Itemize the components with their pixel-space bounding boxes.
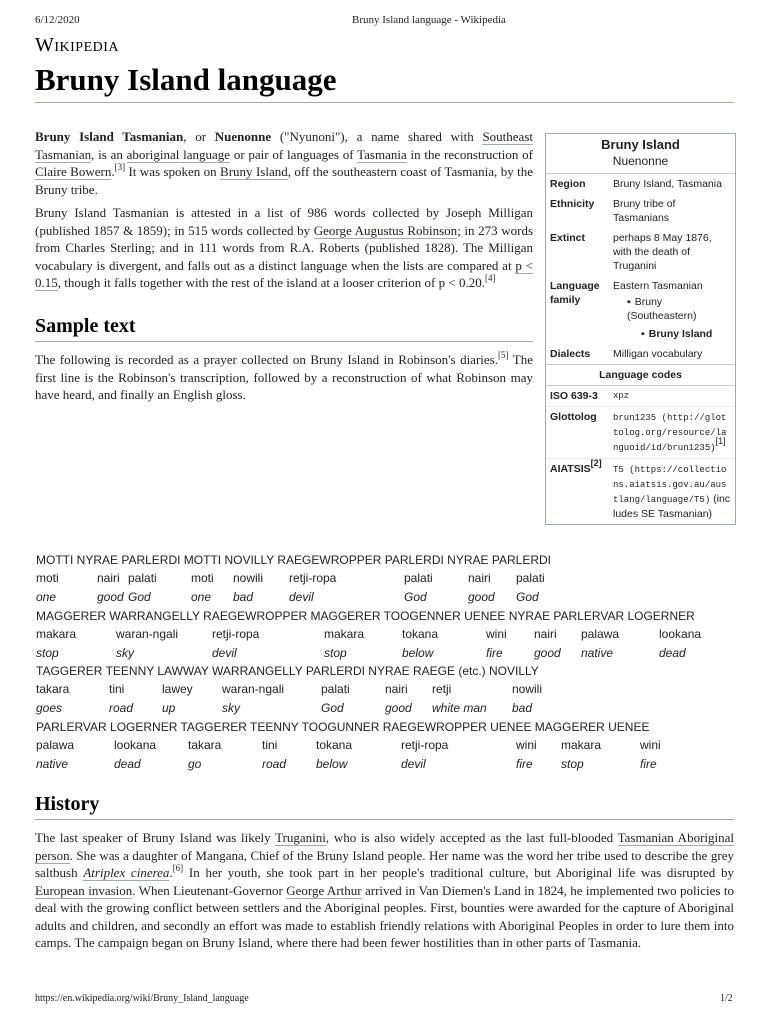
reconstruction-word: moti bbox=[36, 571, 59, 585]
reconstruction-word: moti bbox=[191, 571, 214, 585]
english-gloss-word: one bbox=[191, 590, 212, 604]
infobox-row-dialects bbox=[546, 344, 735, 364]
reference-1[interactable]: [1] bbox=[715, 436, 726, 446]
print-date: 6/12/2020 bbox=[35, 14, 80, 26]
text: or pair of languages of bbox=[230, 146, 358, 162]
section-divider bbox=[35, 341, 533, 342]
english-gloss-word: sky bbox=[222, 701, 240, 715]
link-tasmania[interactable]: Tasmania bbox=[357, 146, 407, 162]
english-gloss-word: up bbox=[162, 701, 176, 715]
english-gloss-word: devil bbox=[212, 645, 237, 660]
section-heading-history: History bbox=[35, 793, 100, 815]
reconstruction-word: palati bbox=[128, 571, 157, 585]
family-root[interactable]: Eastern Tasmanian bbox=[613, 280, 703, 292]
reconstruction-word: waran-ngali bbox=[222, 682, 285, 696]
intro-paragraph-2 bbox=[35, 204, 533, 292]
history-paragraph bbox=[35, 829, 734, 952]
link-george-arthur[interactable]: George Arthur bbox=[286, 882, 362, 898]
text: ("Nyunoni"), a name shared with bbox=[271, 129, 483, 144]
robinson-transcription: MOTTI NYRAE PARLERDI MOTTI NOVILLY RAEGEWROPPER PARLERDI NYRAE PARLERDI bbox=[36, 553, 551, 567]
infobox-value: perhaps 8 May 1876, with the death of Truganini bbox=[613, 232, 712, 272]
infobox-section-language-codes: Language codes bbox=[546, 364, 735, 386]
reconstruction-word: takara bbox=[36, 682, 70, 696]
infobox-key-label: AIATSIS bbox=[550, 463, 591, 475]
reconstruction-word: takara bbox=[188, 737, 222, 752]
family-subtree bbox=[641, 327, 731, 341]
text: It was spoken on bbox=[125, 164, 221, 179]
sample-prayer-gloss bbox=[36, 553, 736, 775]
text: in the reconstruction of bbox=[406, 146, 533, 162]
english-gloss-word: dead bbox=[114, 756, 141, 771]
reconstruction-word: nairi bbox=[97, 571, 120, 585]
text: . bbox=[111, 164, 115, 179]
reconstruction-word: retji bbox=[432, 682, 452, 696]
link-p-value[interactable]: p < 0.15 bbox=[35, 257, 533, 290]
infobox-row-aiatsis bbox=[546, 459, 735, 524]
reference-3[interactable]: [3] bbox=[114, 162, 126, 172]
infobox-row bbox=[546, 174, 735, 194]
text: The last speaker of Bruny Island was likely bbox=[35, 830, 276, 845]
infobox-key: Dialects bbox=[550, 348, 591, 360]
link-bruny-island[interactable]: Bruny Island bbox=[220, 164, 288, 179]
english-gloss-word: bad bbox=[233, 590, 254, 604]
link-european-invasion[interactable]: European invasion bbox=[35, 882, 133, 898]
reconstruction-word: nairi bbox=[385, 682, 408, 696]
english-gloss-word: fire bbox=[516, 756, 533, 771]
infobox-key: Ethnicity bbox=[550, 198, 595, 210]
english-gloss-word: stop bbox=[36, 645, 59, 660]
wikipedia-logo[interactable]: Wikipedia bbox=[35, 34, 120, 56]
english-gloss-word: one bbox=[36, 590, 57, 604]
infobox-value: Milligan vocabulary bbox=[613, 348, 703, 360]
text: , is an bbox=[91, 146, 127, 162]
glottolog-link[interactable]: brun1235 (http://glottolog.org/resource/languoid/id/brun1235) bbox=[613, 413, 727, 453]
reconstruction-word: nowili bbox=[233, 571, 264, 585]
reference-6[interactable]: [6] bbox=[172, 863, 184, 873]
english-gloss-word: good bbox=[385, 701, 412, 715]
robinson-transcription: TAGGERER TEENNY LAWWAY WARRANGELLY PARLERDI NYRAE RAEGE (etc.) NOVILLY bbox=[36, 664, 539, 678]
english-gloss-word: good bbox=[534, 645, 561, 660]
english-gloss-word: goes bbox=[36, 701, 63, 715]
english-gloss-word: road bbox=[109, 701, 134, 715]
aiatsis-note: (includes SE Tasmanian) bbox=[613, 493, 731, 520]
iso-code-link[interactable]: xpz bbox=[613, 391, 630, 401]
english-gloss-word: native bbox=[36, 756, 69, 771]
reconstruction-word: wini bbox=[516, 737, 537, 752]
reference-5[interactable]: [5] bbox=[497, 350, 509, 360]
reconstruction-word: wini bbox=[486, 626, 507, 641]
aiatsis-link[interactable]: T5 (https://collections.aiatsis.gov.au/austlang/language/T5) bbox=[613, 465, 727, 505]
english-gloss-word: below bbox=[316, 756, 348, 771]
infobox-row-glottolog bbox=[546, 407, 735, 459]
english-gloss-word: God bbox=[404, 590, 427, 604]
print-page-title: Bruny Island language - Wikipedia bbox=[352, 14, 506, 26]
english-gloss-word: good bbox=[97, 590, 124, 604]
link-aboriginal-language[interactable]: aboriginal language bbox=[126, 146, 231, 162]
english-gloss-word: dead bbox=[659, 645, 686, 660]
reference-4[interactable]: [4] bbox=[484, 273, 496, 283]
text: . She was a daughter of Mangana, Chief of the Bruny Island people. Her name was the word her tribe used to describe the grey saltbush bbox=[35, 847, 734, 880]
infobox-key: Language family bbox=[550, 280, 600, 306]
reconstruction-word: wini bbox=[640, 737, 661, 752]
english-gloss-word: white man bbox=[432, 701, 487, 715]
family-branch[interactable] bbox=[627, 295, 731, 341]
infobox-value bbox=[613, 410, 731, 455]
reconstruction-word: lawey bbox=[162, 682, 193, 696]
family-tree bbox=[627, 295, 731, 341]
text: arrived in Van Diemen's Land in 1824, he implemented two policies to deal with the growing conflict between settlers and the Aboriginal peoples. First, bounties were awarded for the capture of Aboriginal adults and children, and secondly an effort was made to establish friendly relations with Aboriginal Peoples in order to lure them into camps. The campaign began on Bruny Island, where there had been fewer hostilities than in other parts of Tasmania. bbox=[35, 882, 734, 950]
link-atriplex-cinerea[interactable]: Atriplex cinerea bbox=[83, 865, 170, 880]
text: Bruny Island Tasmanian is attested in a list of 986 words collected by Joseph Milligan (published 1857 & 1859); in 515 words collected by bbox=[35, 205, 533, 238]
reconstruction-word: tini bbox=[109, 682, 125, 696]
family-leaf bbox=[641, 327, 731, 341]
link-claire-bowern[interactable]: Claire Bowern bbox=[35, 164, 112, 179]
english-gloss-word: fire bbox=[640, 756, 657, 771]
link-tasmanian-aboriginal-person[interactable]: Tasmanian Aboriginal person bbox=[35, 830, 735, 863]
english-gloss-word: good bbox=[468, 590, 495, 604]
title-divider bbox=[35, 102, 734, 103]
english-gloss-word: native bbox=[581, 645, 614, 660]
reconstruction-word: retji-ropa bbox=[289, 571, 337, 585]
infobox-title: Bruny Island bbox=[601, 137, 680, 152]
text: . When Lieutenant-Governor bbox=[132, 882, 287, 898]
sample-intro-paragraph bbox=[35, 351, 533, 404]
english-gloss-word: sky bbox=[116, 645, 134, 660]
infobox-value: Bruny tribe of Tasmanians bbox=[613, 198, 676, 224]
reference-2[interactable]: [2] bbox=[590, 458, 602, 468]
english-gloss-word: bad bbox=[512, 701, 533, 715]
reconstruction-word: makara bbox=[36, 626, 77, 641]
english-gloss-word: stop bbox=[324, 645, 347, 660]
infobox-subtitle: Nuenonne bbox=[546, 154, 735, 174]
reconstruction-word: makara bbox=[561, 737, 602, 752]
reconstruction-word: makara bbox=[324, 626, 365, 641]
language-infobox bbox=[545, 133, 736, 525]
text: , though it falls together with the rest of the island at a looser criterion of p < 0.20. bbox=[57, 275, 485, 290]
english-gloss-word: fire bbox=[486, 645, 503, 660]
english-gloss-word: God bbox=[321, 701, 344, 715]
robinson-transcription: PARLERVAR LOGERNER TAGGERER TEENNY TOOGUNNER RAEGEWROPPER UENEE MAGGERER UENEE bbox=[36, 719, 650, 734]
reconstruction-word: nairi bbox=[468, 571, 491, 585]
family-leaf-label: Bruny Island bbox=[648, 328, 713, 340]
infobox-key: ISO 639-3 bbox=[550, 390, 598, 402]
text: ; in 273 words from Charles Sterling; and in 111 words from R.A. Roberts (published 1828). The Milligan vocabulary is divergent, and falls out as a distinct language when the lists are compared at bbox=[35, 222, 534, 273]
text: In her youth, she took part in her people's traditional culture, but Aboriginal life was disrupted by bbox=[183, 865, 734, 880]
reconstruction-word: palawa bbox=[36, 737, 75, 752]
infobox-row-iso bbox=[546, 386, 735, 407]
reconstruction-word: palati bbox=[321, 682, 350, 696]
reconstruction-word: lookana bbox=[659, 626, 702, 641]
reconstruction-word: nowili bbox=[512, 682, 543, 696]
bold-term: Nuenonne bbox=[214, 129, 272, 144]
infobox-value: Bruny Island, Tasmania bbox=[613, 178, 722, 190]
english-gloss-word: God bbox=[128, 590, 151, 604]
robinson-transcription: MAGGERER WARRANGELLY RAEGEWROPPER MAGGERER TOOGENNER UENEE NYRAE PARLERVAR LOGERNER bbox=[36, 608, 695, 623]
reconstruction-word: retji-ropa bbox=[401, 737, 449, 752]
infobox-key bbox=[550, 458, 613, 521]
section-divider bbox=[35, 819, 734, 820]
reconstruction-word: palawa bbox=[581, 626, 620, 641]
infobox-row-family bbox=[546, 276, 735, 344]
section-heading-sample-text: Sample text bbox=[35, 315, 136, 337]
infobox-key: Extinct bbox=[550, 232, 586, 244]
intro-paragraph-1 bbox=[35, 128, 533, 198]
link-george-augustus-robinson[interactable]: George Augustus Robinson bbox=[313, 222, 458, 238]
family-branch-label: Bruny (Southeastern) bbox=[627, 296, 697, 322]
reconstruction-word: lookana bbox=[114, 737, 157, 752]
text: The following is recorded as a prayer collected on Bruny Island in Robinson's diaries. bbox=[35, 352, 498, 367]
english-gloss-word: below bbox=[402, 645, 434, 660]
english-gloss-word: go bbox=[188, 756, 202, 771]
reconstruction-word: palati bbox=[404, 571, 433, 585]
reconstruction-word: waran-ngali bbox=[116, 626, 179, 641]
english-gloss-word: devil bbox=[401, 756, 426, 771]
reconstruction-word: tokana bbox=[316, 737, 353, 752]
infobox-key: Glottolog bbox=[550, 411, 597, 423]
reconstruction-word: nairi bbox=[534, 626, 557, 641]
reconstruction-word: tini bbox=[262, 737, 278, 752]
print-page-number: 1/2 bbox=[720, 993, 733, 1004]
text: . bbox=[169, 865, 173, 880]
print-url: https://en.wikipedia.org/wiki/Bruny_Island_language bbox=[35, 993, 249, 1004]
infobox-value bbox=[613, 279, 731, 341]
infobox-value bbox=[613, 462, 731, 521]
english-gloss-word: God bbox=[516, 590, 539, 604]
page-title: Bruny Island language bbox=[35, 62, 337, 97]
reconstruction-word: tokana bbox=[402, 626, 439, 641]
infobox-key: Region bbox=[550, 178, 586, 190]
text: , who is also widely accepted as the last full-blooded bbox=[325, 830, 618, 845]
english-gloss-word: stop bbox=[561, 756, 584, 771]
text: The first line is the Robinson's transcription, followed by a reconstruction of what Robinson may have heard, and finally an English gloss. bbox=[35, 352, 533, 402]
english-gloss-word: road bbox=[262, 756, 287, 771]
link-southeast-tasmanian[interactable]: Southeast Tasmanian bbox=[35, 129, 533, 162]
text: , off the southeastern coast of Tasmania, by the Bruny tribe. bbox=[35, 164, 533, 197]
reconstruction-word: palati bbox=[516, 571, 545, 585]
text: , or bbox=[183, 129, 215, 144]
link-truganini[interactable]: Truganini bbox=[275, 830, 326, 845]
infobox-row bbox=[546, 194, 735, 228]
bold-term: Bruny Island Tasmanian bbox=[35, 129, 184, 144]
reconstruction-word: retji-ropa bbox=[212, 626, 260, 641]
infobox-row bbox=[546, 228, 735, 276]
english-gloss-word: devil bbox=[289, 590, 314, 604]
